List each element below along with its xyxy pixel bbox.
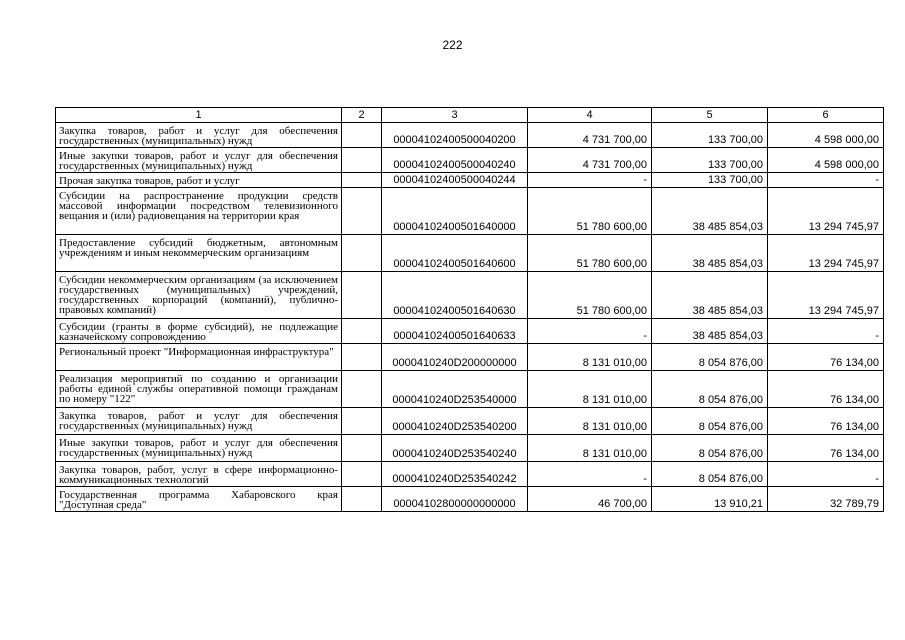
row-value-4: - bbox=[528, 173, 652, 188]
row-col2 bbox=[342, 235, 382, 272]
row-code: 00004102400500040244 bbox=[382, 173, 528, 188]
row-value-4: 4 731 700,00 bbox=[528, 123, 652, 148]
row-value-6: 4 598 000,00 bbox=[768, 123, 884, 148]
column-header-1: 1 bbox=[56, 108, 342, 123]
row-value-4: 8 131 010,00 bbox=[528, 435, 652, 462]
column-header-5: 5 bbox=[652, 108, 768, 123]
column-header-3: 3 bbox=[382, 108, 528, 123]
row-value-4: 4 731 700,00 bbox=[528, 148, 652, 173]
row-code: 0000410240D253540240 bbox=[382, 435, 528, 462]
table-row bbox=[56, 435, 884, 462]
row-value-6: 32 789,79 bbox=[768, 487, 884, 512]
row-value-6: 4 598 000,00 bbox=[768, 148, 884, 173]
row-col2 bbox=[342, 148, 382, 173]
row-value-6: 76 134,00 bbox=[768, 371, 884, 408]
row-value-5: 8 054 876,00 bbox=[652, 462, 768, 487]
column-header-6: 6 bbox=[768, 108, 884, 123]
row-value-5: 133 700,00 bbox=[652, 148, 768, 173]
table-row bbox=[56, 408, 884, 435]
row-value-6: 13 294 745,97 bbox=[768, 235, 884, 272]
row-value-4: 51 780 600,00 bbox=[528, 188, 652, 235]
row-value-4: 46 700,00 bbox=[528, 487, 652, 512]
table-row bbox=[56, 235, 884, 272]
row-col2 bbox=[342, 123, 382, 148]
row-name: Закупка товаров, работ и услуг для обеспечения государственных (муниципальных) нужд bbox=[56, 408, 342, 435]
table-row bbox=[56, 173, 884, 188]
row-value-5: 133 700,00 bbox=[652, 173, 768, 188]
row-name: Прочая закупка товаров, работ и услуг bbox=[56, 173, 342, 188]
row-code: 0000410240D253540200 bbox=[382, 408, 528, 435]
row-value-5: 13 910,21 bbox=[652, 487, 768, 512]
row-code: 0000410240D253540242 bbox=[382, 462, 528, 487]
row-col2 bbox=[342, 371, 382, 408]
column-header-4: 4 bbox=[528, 108, 652, 123]
row-value-4: - bbox=[528, 462, 652, 487]
table-row bbox=[56, 148, 884, 173]
table-row bbox=[56, 462, 884, 487]
row-value-4: 8 131 010,00 bbox=[528, 371, 652, 408]
row-value-4: 51 780 600,00 bbox=[528, 235, 652, 272]
row-code: 0000410240D200000000 bbox=[382, 344, 528, 371]
column-header-2: 2 bbox=[342, 108, 382, 123]
table-row bbox=[56, 371, 884, 408]
row-value-5: 38 485 854,03 bbox=[652, 272, 768, 319]
row-value-5: 38 485 854,03 bbox=[652, 319, 768, 344]
row-name: Иные закупки товаров, работ и услуг для обеспечения государственных (муниципальных) нужд bbox=[56, 148, 342, 173]
row-col2 bbox=[342, 272, 382, 319]
row-value-5: 38 485 854,03 bbox=[652, 235, 768, 272]
row-col2 bbox=[342, 319, 382, 344]
row-code: 00004102800000000000 bbox=[382, 487, 528, 512]
row-value-4: - bbox=[528, 319, 652, 344]
row-value-6: 76 134,00 bbox=[768, 408, 884, 435]
table-header-row bbox=[56, 108, 884, 123]
row-col2 bbox=[342, 408, 382, 435]
row-value-5: 8 054 876,00 bbox=[652, 408, 768, 435]
row-name: Региональный проект "Информационная инфраструктура" bbox=[56, 344, 342, 371]
row-value-6: 13 294 745,97 bbox=[768, 272, 884, 319]
row-value-4: 8 131 010,00 bbox=[528, 408, 652, 435]
row-value-6: - bbox=[768, 319, 884, 344]
row-code: 00004102400501640630 bbox=[382, 272, 528, 319]
row-col2 bbox=[342, 487, 382, 512]
row-code: 00004102400500040200 bbox=[382, 123, 528, 148]
row-value-6: 13 294 745,97 bbox=[768, 188, 884, 235]
row-value-6: - bbox=[768, 462, 884, 487]
row-col2 bbox=[342, 344, 382, 371]
row-name: Субсидии на распространение продукции средств массовой информации посредством телевизионного вещания и (или) радиовещания на территории края bbox=[56, 188, 342, 235]
budget-table bbox=[55, 107, 884, 512]
row-value-5: 8 054 876,00 bbox=[652, 371, 768, 408]
row-code: 00004102400501640000 bbox=[382, 188, 528, 235]
table-row bbox=[56, 123, 884, 148]
row-name: Государственная программа Хабаровского края "Доступная среда" bbox=[56, 487, 342, 512]
row-value-5: 38 485 854,03 bbox=[652, 188, 768, 235]
table-row bbox=[56, 344, 884, 371]
table-row bbox=[56, 319, 884, 344]
row-value-4: 51 780 600,00 bbox=[528, 272, 652, 319]
row-code: 00004102400500040240 bbox=[382, 148, 528, 173]
table-row bbox=[56, 272, 884, 319]
row-name: Закупка товаров, работ и услуг для обеспечения государственных (муниципальных) нужд bbox=[56, 123, 342, 148]
row-col2 bbox=[342, 173, 382, 188]
row-value-5: 133 700,00 bbox=[652, 123, 768, 148]
row-value-6: 76 134,00 bbox=[768, 435, 884, 462]
row-name: Иные закупки товаров, работ и услуг для обеспечения государственных (муниципальных) нужд bbox=[56, 435, 342, 462]
row-value-6: - bbox=[768, 173, 884, 188]
row-value-6: 76 134,00 bbox=[768, 344, 884, 371]
row-col2 bbox=[342, 462, 382, 487]
row-name: Предоставление субсидий бюджетным, автономным учреждениям и иным некоммерческим организациям bbox=[56, 235, 342, 272]
table-row bbox=[56, 487, 884, 512]
row-value-5: 8 054 876,00 bbox=[652, 435, 768, 462]
row-name: Субсидии (гранты в форме субсидий), не подлежащие казначейскому сопровождению bbox=[56, 319, 342, 344]
row-code: 00004102400501640600 bbox=[382, 235, 528, 272]
row-col2 bbox=[342, 188, 382, 235]
row-value-4: 8 131 010,00 bbox=[528, 344, 652, 371]
row-value-5: 8 054 876,00 bbox=[652, 344, 768, 371]
row-name: Субсидии некоммерческим организациям (за исключением государственных (муниципальных) учреждений, государственных корпораций (компаний), публично-правовых компаний) bbox=[56, 272, 342, 319]
row-name: Закупка товаров, работ, услуг в сфере информационно-коммуникационных технологий bbox=[56, 462, 342, 487]
row-code: 00004102400501640633 bbox=[382, 319, 528, 344]
row-code: 0000410240D253540000 bbox=[382, 371, 528, 408]
row-name: Реализация мероприятий по созданию и организации работы единой службы оперативной помощи гражданам по номеру "122" bbox=[56, 371, 342, 408]
table-row bbox=[56, 188, 884, 235]
row-col2 bbox=[342, 435, 382, 462]
page-number: 222 bbox=[442, 38, 463, 52]
